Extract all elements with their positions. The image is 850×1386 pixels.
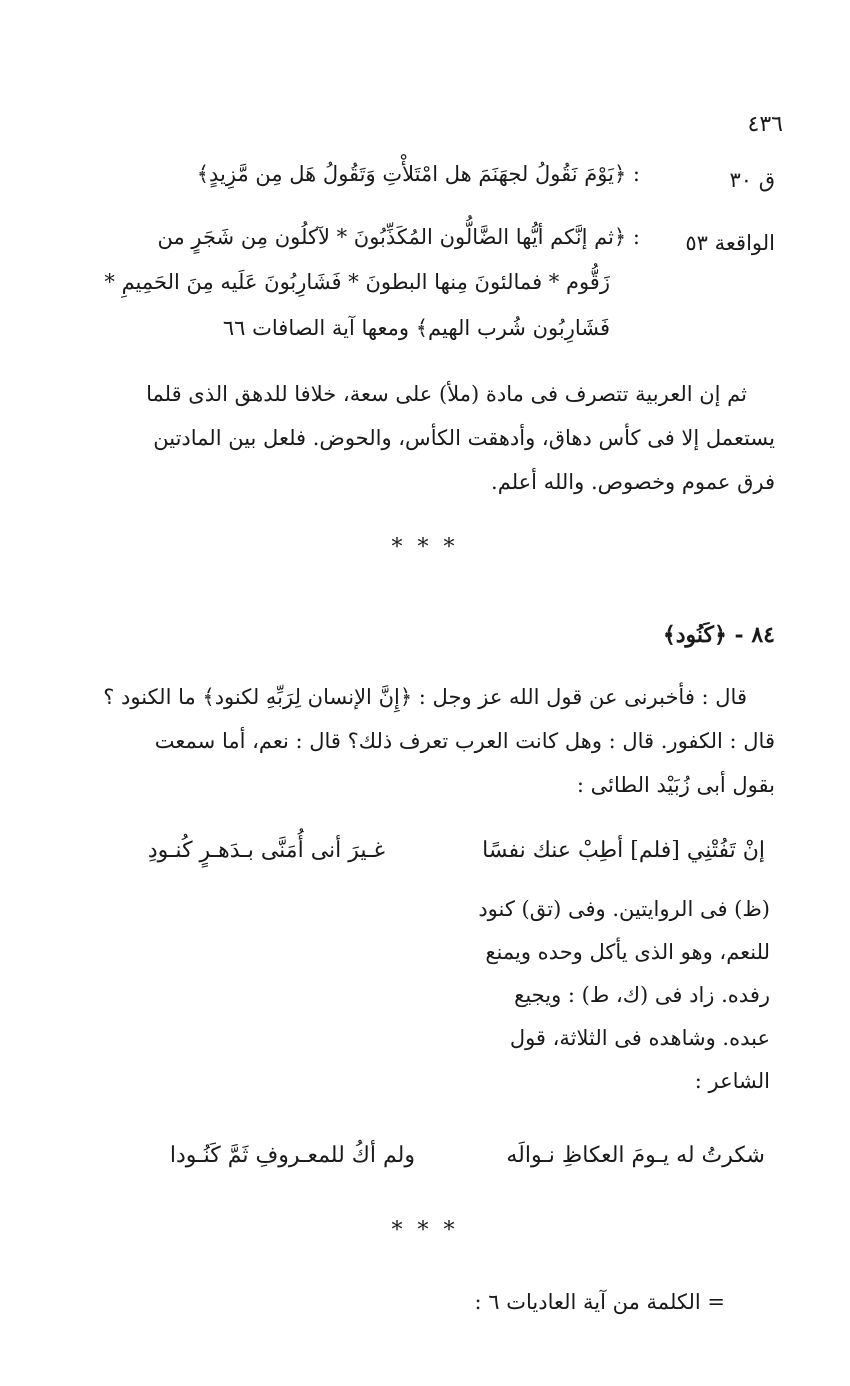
note-line: رفده. زاد فى (ك، ط) : ويجيع: [514, 983, 770, 1007]
note-line: (ظ) فى الروايتين. وفى (تق) كنود: [478, 897, 770, 921]
page-number: ٤٣٦: [747, 112, 783, 137]
ref-text-waqia-line1: : ﴿ثم إنَّكم أيُّها الضَّالُّون المُكَذِّبُونَ * لآكلُون مِن شَجَرٍ من: [157, 225, 640, 249]
footer-line: = الكلمة من آية العاديات ٦ :: [474, 1290, 725, 1314]
verse2-second-hemistich: ولم أكُ للمعـروفِ ثَمَّ كَنُـودا: [169, 1143, 415, 1168]
note-line: عبده. وشاهده فى الثلاثة، قول: [509, 1026, 770, 1050]
note-line: للنعم، وهو الذى يأكل وحده ويمنع: [485, 940, 770, 964]
ref-label-waqia: الواقعة ٥٣: [685, 231, 775, 255]
paragraph-line: قال : فأخبرنى عن قول الله عز وجل : ﴿إِنَّ الإنسان لِرَبِّهِ لكنود﴾ ما الكنود ؟: [103, 685, 747, 709]
paragraph-line: قال : الكفور. قال : وهل كانت العرب تعرف ذلك؟ قال : نعم، أما سمعت: [154, 729, 775, 753]
note-line: الشاعر :: [694, 1069, 770, 1093]
paragraph-line: فرق عموم وخصوص. والله أعلم.: [491, 470, 775, 494]
paragraph-kanood: [75, 675, 775, 807]
ref-text-waqia-line3: فَشَارِبُون شُرب الهيم﴾ ومعها آية الصافات ٦٦: [222, 316, 610, 340]
entry-heading: ٨٤ - ﴿كَنُود﴾: [662, 622, 775, 648]
paragraph-line: يستعمل إلا فى كأس دهاق، وأدهقت الكأس، والحوض. فلعل بين المادتين: [153, 426, 775, 450]
paragraph-line: بقول أبى زُبَيْد الطائى :: [576, 773, 775, 797]
verse1-second-hemistich: غـيرَ أنى أُمَنَّى بـدَهـرٍ كُنـودِ: [147, 838, 385, 863]
paragraph-line: ثم إن العربية تتصرف فى مادة (ملأ) على سعة، خلافا للدهق الذى قلما: [146, 382, 747, 406]
section-separator: * * *: [391, 535, 459, 560]
ref-label-qaf: ق ٣٠: [729, 168, 775, 192]
verse2-first-hemistich: شكرتُ له يـومَ العكاظِ نـوالَه: [506, 1143, 765, 1168]
ref-text-waqia-line2: زَقُّوم * فمالئونَ مِنها البطونَ * فَشَارِبُونَ عَلَيه مِنَ الحَمِيمِ *: [104, 270, 610, 294]
verse1-first-hemistich: إنْ تَفُتْنِي [فلم] أطِبْ عنك نفسًا: [482, 838, 765, 863]
paragraph-mala: [75, 372, 775, 504]
section-separator: * * *: [391, 1218, 459, 1243]
ref-text-qaf: : ﴿يَوْمَ نَقُولُ لجهَنَمَ هل امْتَلأْتِ وَتَقُولُ هَل مِن مَّزِيدٍ﴾: [196, 162, 640, 186]
